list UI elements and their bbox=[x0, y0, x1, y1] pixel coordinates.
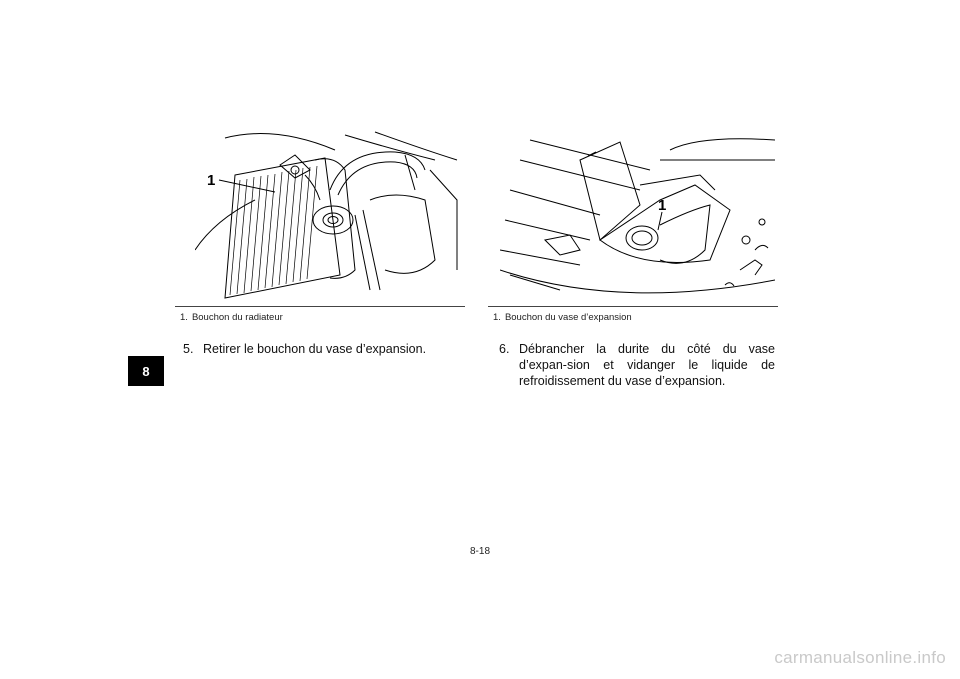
step-number: 5. bbox=[183, 342, 194, 356]
caption-rule bbox=[175, 306, 465, 307]
watermark: carmanualsonline.info bbox=[774, 648, 946, 667]
caption-number: 1. bbox=[180, 312, 188, 323]
radiator-cap-illustration bbox=[195, 130, 465, 300]
chapter-number: 8 bbox=[142, 363, 150, 379]
instruction-step bbox=[499, 341, 775, 389]
step-number: 6. bbox=[499, 342, 510, 356]
chapter-tab bbox=[128, 356, 164, 386]
caption-number: 1. bbox=[493, 312, 501, 323]
figure-caption bbox=[493, 312, 632, 323]
callout-number: 1 bbox=[207, 172, 216, 189]
page-number: 8-18 bbox=[469, 546, 490, 557]
callout-number: 1 bbox=[658, 197, 667, 214]
caption-text: Bouchon du vase d’expansion bbox=[504, 312, 632, 323]
step-text: Retirer le bouchon du vase d’expansion. bbox=[203, 342, 427, 356]
radiator-illustration-svg bbox=[195, 130, 465, 300]
caption-rule bbox=[488, 306, 778, 307]
expansion-tank-cap-illustration bbox=[500, 130, 775, 300]
figure-caption bbox=[180, 312, 283, 323]
caption-text: Bouchon du radiateur bbox=[191, 312, 283, 323]
instruction-step bbox=[183, 341, 473, 357]
expansion-tank-illustration-svg bbox=[500, 130, 775, 300]
step-text: Débrancher la durite du côté du vase d’expan-sion et vidanger le liquide de refroidissement du vase d’expansion. bbox=[519, 342, 775, 388]
